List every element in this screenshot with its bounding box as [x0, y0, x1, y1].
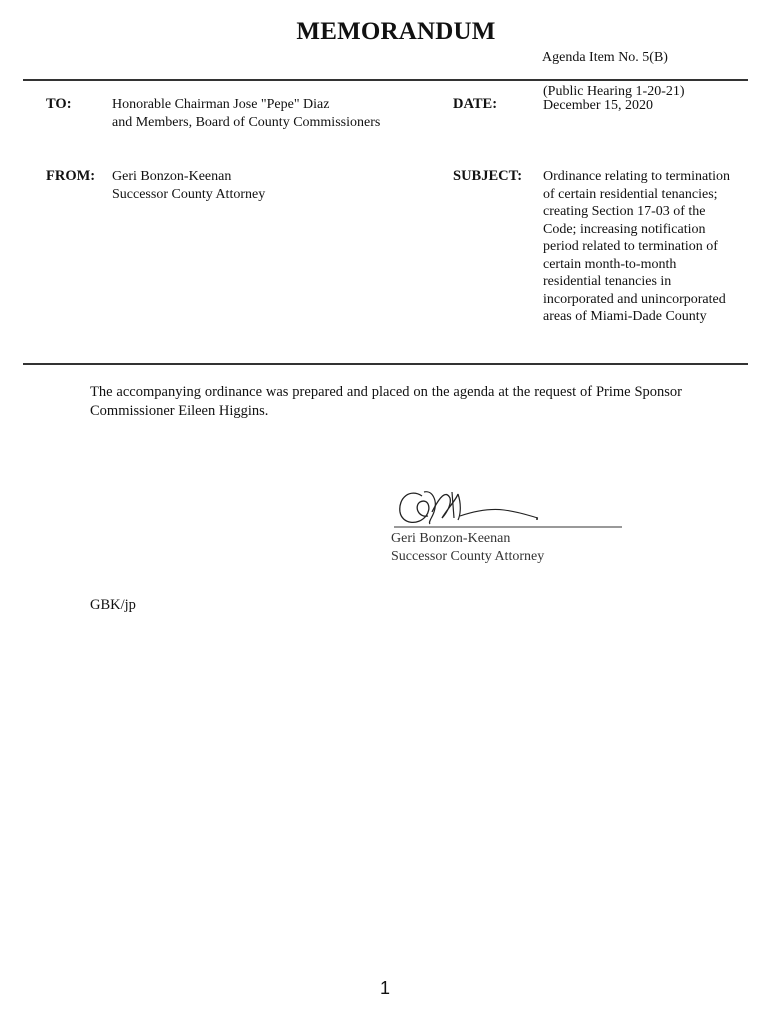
subject-line: of certain residential tenancies; [543, 186, 718, 202]
subject-line: Code; increasing notification [543, 221, 706, 237]
subject-line: certain month-to-month [543, 256, 677, 272]
from-line: Geri Bonzon-Keenan [112, 169, 232, 184]
from-line: Successor County Attorney [112, 186, 266, 202]
date-line: December 15, 2020 [543, 98, 654, 113]
body-paragraph: The accompanying ordinance was prepared and placed on the agenda at the request of Prime Sponsor Commissioner Eileen Higgins. [90, 384, 682, 419]
memo-title: MEMORANDUM [296, 18, 496, 45]
from-sender [112, 168, 412, 203]
signatory-title: Successor County Attorney [391, 549, 545, 564]
bottom-divider [23, 363, 748, 365]
agenda-item-number: Agenda Item No. 5(B) [542, 50, 668, 65]
to-label: TO: [46, 96, 72, 112]
from-label: FROM: [46, 168, 96, 184]
subject-line: incorporated and unincorporated [543, 291, 726, 307]
date-line: (Public Hearing 1-20-21) [543, 84, 685, 99]
date-value [543, 85, 753, 113]
signature-block [391, 530, 544, 566]
to-line: Honorable Chairman Jose "Pepe" Diaz [112, 97, 330, 112]
reference-initials: GBK/jp [90, 597, 136, 613]
top-divider [23, 79, 748, 81]
to-line: and Members, Board of County Commissioners [112, 114, 381, 130]
page-number: 1 [379, 978, 390, 998]
to-recipient [112, 96, 442, 131]
subject-label: SUBJECT: [453, 168, 523, 184]
subject-line: creating Section 17-03 of the [543, 204, 706, 219]
subject-line: period related to termination of [543, 239, 718, 254]
subject-line: residential tenancies in [543, 274, 672, 289]
signatory-name: Geri Bonzon-Keenan [391, 531, 511, 546]
subject-text [543, 168, 753, 326]
date-label [453, 96, 497, 113]
subject-line: areas of Miami-Dade County [543, 309, 707, 324]
date-label-text: DATE: [453, 96, 498, 112]
handwritten-signature [388, 482, 628, 537]
subject-line: Ordinance relating to termination [543, 169, 730, 184]
